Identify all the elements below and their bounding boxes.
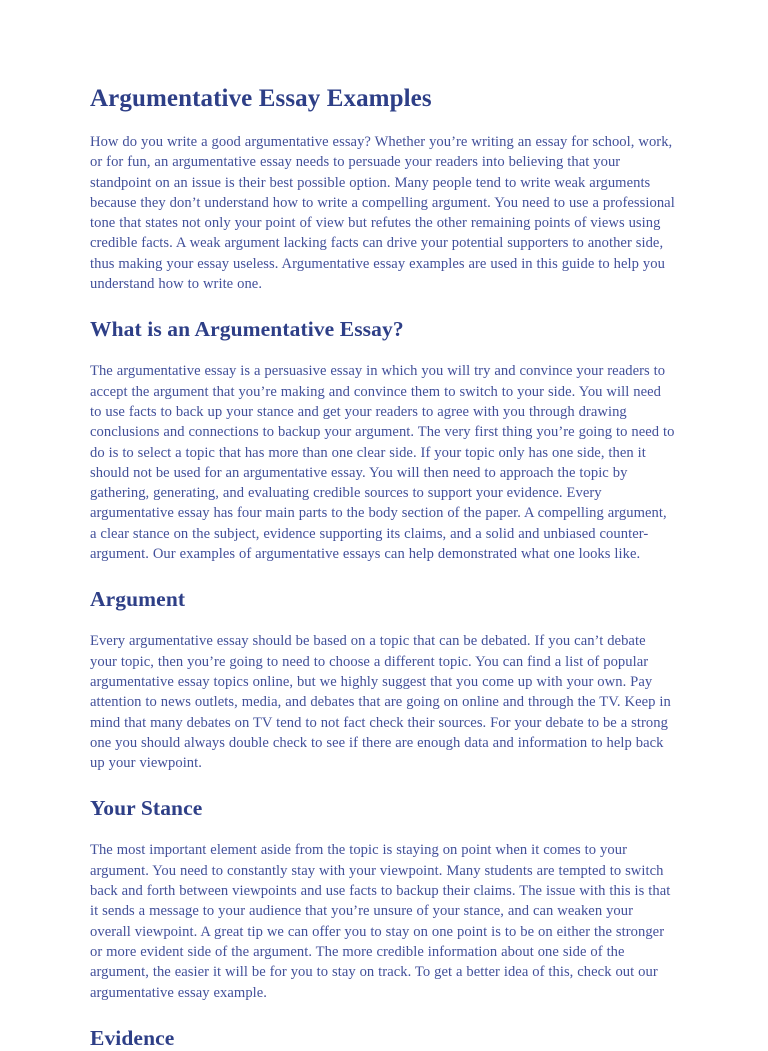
section-heading: Evidence [90,1025,175,1050]
document-body [90,84,676,1051]
section-evidence [90,1025,676,1051]
section-your-stance [90,795,676,1002]
section-what-is-an-argumentative-essay [90,316,676,564]
section-heading: Argument [90,587,186,612]
section-argument [90,586,676,773]
section-heading: Your Stance [90,796,203,821]
section-intro [90,132,676,294]
section-paragraph: Every argumentative essay should be based on a topic that can be debated. If you can’t debate your topic, then you’re going to need to choose a different topic. You can find a list of popular argumentative essay topics online, but we highly suggest that you come up with your own. Pay attention to news outlets, media, and debates that are going on online and through the TV. Keep in mind that many debates on TV tend to not fact check their sources. For your debate to be a strong one you should always double check to see if there are enough data and information to help back up your viewpoint. [90,633,671,772]
section-heading: What is an Argumentative Essay? [90,317,404,342]
section-paragraph: The most important element aside from the topic is staying on point when it comes to your argument. You need to constantly stay with your viewpoint. Many students are tempted to switch back and forth between viewpoints and use facts to backup their claims. The issue with this is that it sends a message to your audience that you’re unsure of your stance, and can weaken your overall viewpoint. A great tip we can offer you to stay on one point is to be on either the stronger or more evident side of the argument. The more credible information about one side of the argument, the easier it will be for you to stay on track. To get a better idea of this, check out our argumentative essay example. [90,842,671,1001]
section-paragraph: How do you write a good argumentative essay? Whether you’re writing an essay for school, work, or for fun, an argumentative essay needs to persuade your readers into believing that your standpoint on an issue is their best possible option. Many people tend to write weak arguments because they don’t understand how to write a compelling argument. You need to use a professional tone that states not only your point of view but refutes the other remaining points of views using credible facts. A weak argument lacking facts can drive your potential supporters to another side, thus making your essay useless. Argumentative essay examples are used in this guide to help you understand how to write one. [90,134,675,293]
section-paragraph: The argumentative essay is a persuasive essay in which you will try and convince your readers to accept the argument that you’re making and convince them to switch to your side. You will need to use facts to back up your stance and get your readers to agree with you through drawing conclusions and connections to backup your argument. The very first thing you’re going to need to do is to select a topic that has more than one clear side. If your topic only has one side, then it should not be used for an argumentative essay. You will then need to approach the topic by gathering, generating, and evaluating credible sources to support your evidence. Every argumentative essay has four main parts to the body section of the paper. A compelling argument, a clear stance on the subject, evidence supporting its claims, and a solid and unbiased counter-argument. Our examples of argumentative essays can help demonstrated what one looks like. [90,363,675,563]
page-title: Argumentative Essay Examples [90,85,432,112]
